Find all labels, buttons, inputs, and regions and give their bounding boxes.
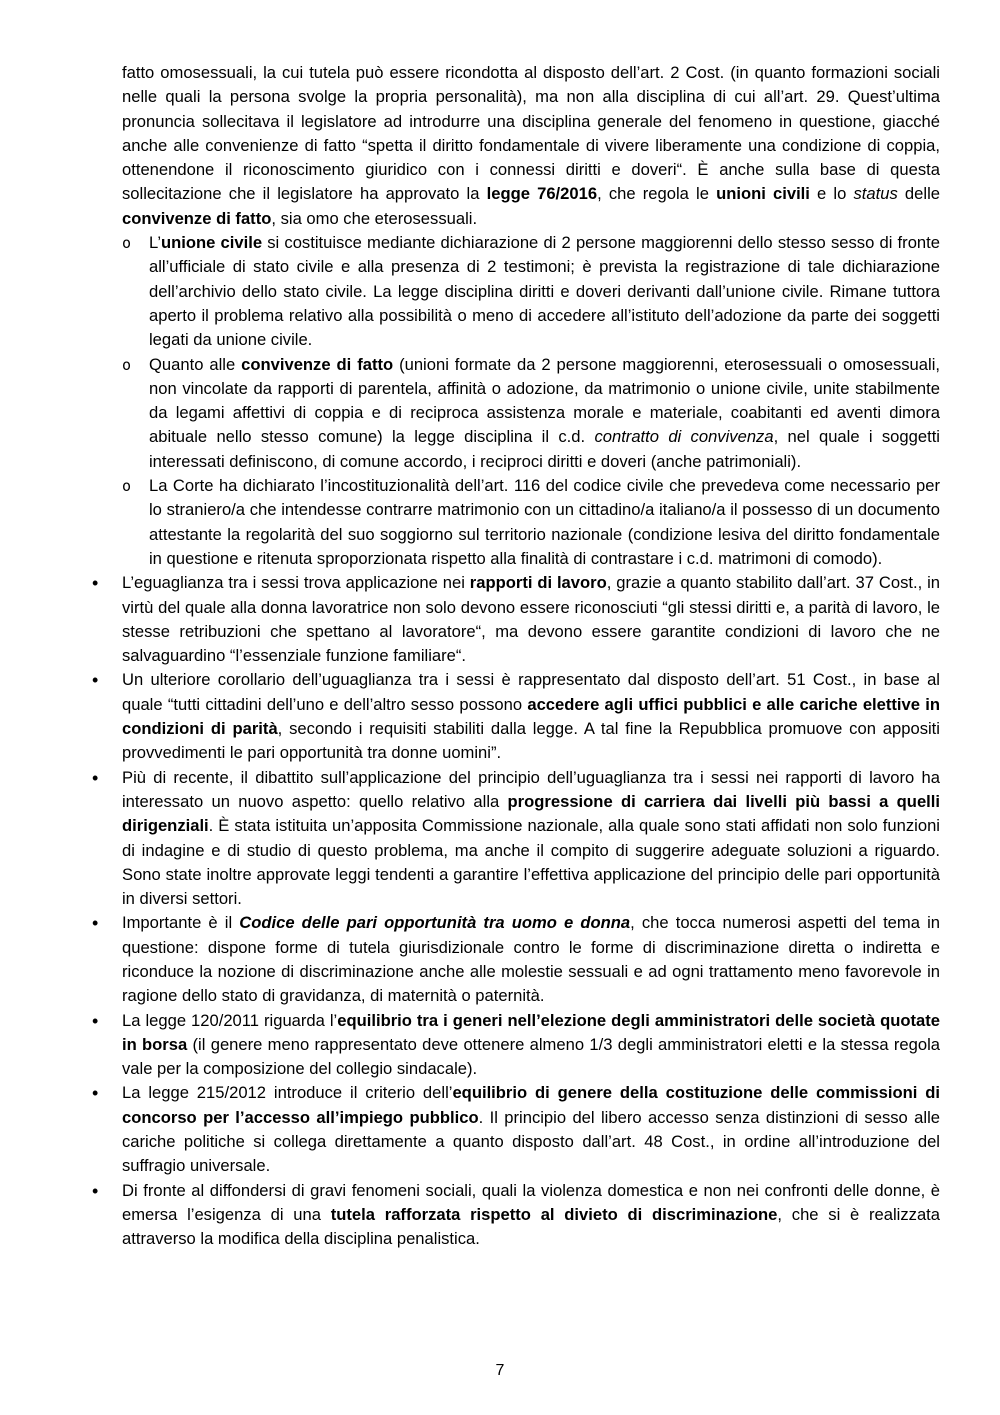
bold-term: tutela rafforzata rispetto al divieto di discriminazione [330,1204,778,1224]
bold-italic-term: Codice delle pari opportunità tra uomo e donna [239,913,631,933]
bold-term: accedere agli uffici pubblici e alle cariche elettive in condizioni di parità [122,694,940,739]
text-span: L’eguaglianza tra i sessi trova applicazione nei [122,573,470,593]
text-span: (unioni formate da 2 persone maggiorenni, eterosessuali o omosessuali, non vincolate da rapporti di parentela, affinità o adozione, da matrimonio o unione civile, unite stabilmente da legami affettivi di coppia e di reciproca assistenza morale e materiale, coabitanti ed aventi dimora abituale nello stesso comune) la legge disciplina il c.d. [149,354,940,447]
bold-term: unioni civili [716,184,810,204]
bold-term: unione civile [161,233,263,253]
bullet-item [122,911,940,1008]
bold-term: rapporti di lavoro [469,573,607,593]
text-span: , che tocca numerosi aspetti del tema in questione: dispone forme di tutela giurisdizionale contro le forme di discriminazione diretta o indiretta e riconduce la nozione di discriminazione anche alle molestie sessuali e ad ogni trattamento meno favorevole in ragione dello stato di gravidanza, di maternità o paternità. [122,913,940,1006]
bullet-item [122,571,940,668]
sub-list-item [149,353,940,474]
text-span: , che si è realizzata attraverso la modifica della disciplina penalistica. [122,1204,941,1249]
text-span: . È stata istituita un’apposita Commissione nazionale, alla quale sono stati affidati non solo funzioni di indagine e di studio di questo problema, ma anche il compito di suggerire adeguate soluzioni a riguardo. Sono state inoltre approvate leggi tendenti a garantire l’effettiva applicazione del principio delle pari opportunità in diversi settori. [122,816,940,909]
sub-list-item [149,231,940,352]
text-span: , nel quale i soggetti interessati definiscono, di comune accordo, i reciproci diritti e doveri (anche patrimoniali). [149,427,940,471]
sub-list [122,231,940,571]
bullet-list [122,571,940,1251]
bullet-item [122,1009,940,1082]
text-span: L’ [149,233,161,253]
text-span: Un ulteriore corollario dell’uguaglianza tra i sessi è rappresentato dal disposto dell’art. 51 Cost., in base al quale “tutti cittadini dell’uno e dell’altro sesso possono [122,670,940,714]
bold-term: equilibrio tra i generi nell’elezione degli amministratori delle società quotate in borsa [122,1010,940,1054]
page-body [122,61,940,1252]
text-span: Di fronte al diffondersi di gravi fenomeni sociali, quali la violenza domestica e non nei confronti delle donne, è emersa l’esigenza di una [122,1180,940,1224]
text-span: La legge 120/2011 riguarda l’ [122,1010,338,1030]
text-span: (il genere meno rappresentato deve ottenere almeno 1/3 degli amministratori eletti e la stessa regola vale per la composizione del collegio sindacale). [122,1034,940,1079]
text-span: delle [897,184,940,204]
sub-list-item [149,474,940,571]
bold-term: convivenze di fatto [122,208,272,228]
text-span: e lo [809,184,854,204]
italic-term: status [853,184,898,204]
text-span: Importante è il [122,913,240,933]
text-span: fatto omosessuali, la cui tutela può essere ricondotta al disposto dell’art. 2 Cost. (in quanto formazioni sociali nelle quali la persona svolge la propria personalità), ma non alla disciplina di cui all’art. 29. Quest’ultima pronuncia sollecitava il legislatore ad introdurre una disciplina generale del fenomeno in questione, giacché anche alle convenienze di fatto “spetta il diritto fondamentale di vivere liberamente una condizione di coppia, ottenendone il riconoscimento giuridico con i connessi diritti e doveri“. È anche sulla base di questa sollecitazione che il legislatore ha approvato la [122,63,940,204]
bold-term: convivenze di fatto [241,354,394,374]
bullet-item [122,766,940,912]
text-span: La Corte ha dichiarato l’incostituzionalità dell’art. 116 del codice civile che prevedeva come necessario per lo straniero/a che intendesse contrarre matrimonio con un cittadino/a italiano/a il possesso di un documento attestante la regolarità del suo soggiorno sul territorio nazionale (condizione lesiva del diritto fondamentale in questione e ritenuta sproporzionata rispetto alla finalità di contrastare i c.d. matrimoni di comodo). [149,476,940,568]
text-span: si costituisce mediante dichiarazione di 2 persone maggiorenni dello stesso sesso di fronte all’ufficiale di stato civile e alla presenza di 2 testimoni; è prevista la registrazione di tale dichiarazione dell’archivio dello stato civile. La legge disciplina diritti e doveri derivanti dall’unione civile. Rimane tuttora aperto il problema relativo alla possibilità o meno di accedere all’istituto dell’adozione da parte dei soggetti legati da unione civile. [149,233,940,350]
bullet-item [122,668,940,765]
text-span: , sia omo che eterosessuali. [271,208,478,228]
bullet-item [122,1081,940,1178]
page-number: 7 [495,1362,505,1379]
text-span: , grazie a quanto stabilito dall’art. 37 Cost., in virtù del quale alla donna lavoratrice non solo devono essere riconosciuti “gli stessi diritti e, a parità di lavoro, le stesse retribuzioni che spettano al lavoratore“, ma devono essere garantite condizioni di lavoro che ne salvaguardino “l’essenziale funzione familiare“. [122,573,940,666]
intro-paragraph [122,61,940,231]
bold-term: equilibrio di genere della costituzione delle commissioni di concorso per l’accesso all’impiego pubblico [122,1083,941,1127]
text-span: , secondo i requisiti stabiliti dalla legge. A tal fine la Repubblica promuove con appositi provvedimenti le pari opportunità tra donne uomini”. [122,719,940,763]
bullet-item [122,1179,940,1252]
bold-term: progressione di carriera dai livelli più bassi a quelli dirigenziali [122,791,941,836]
italic-term: contratto di convivenza [594,427,774,447]
text-span: La legge 215/2012 introduce il criterio dell’ [122,1083,453,1103]
text-span: Quanto alle [149,354,242,374]
text-span: Più di recente, il dibattito sull’applicazione del principio dell’uguaglianza tra i sessi nei rapporti di lavoro ha interessato un nuovo aspetto: quello relativo alla [122,767,940,811]
text-span: , che regola le [597,184,717,204]
text-span: . Il principio del libero accesso senza distinzioni di sesso alle cariche politiche si collega direttamente a quanto disposto dall’art. 48 Cost., in ordine all’introduzione del suffragio universale. [122,1107,940,1176]
bold-term: legge 76/2016 [486,184,598,204]
